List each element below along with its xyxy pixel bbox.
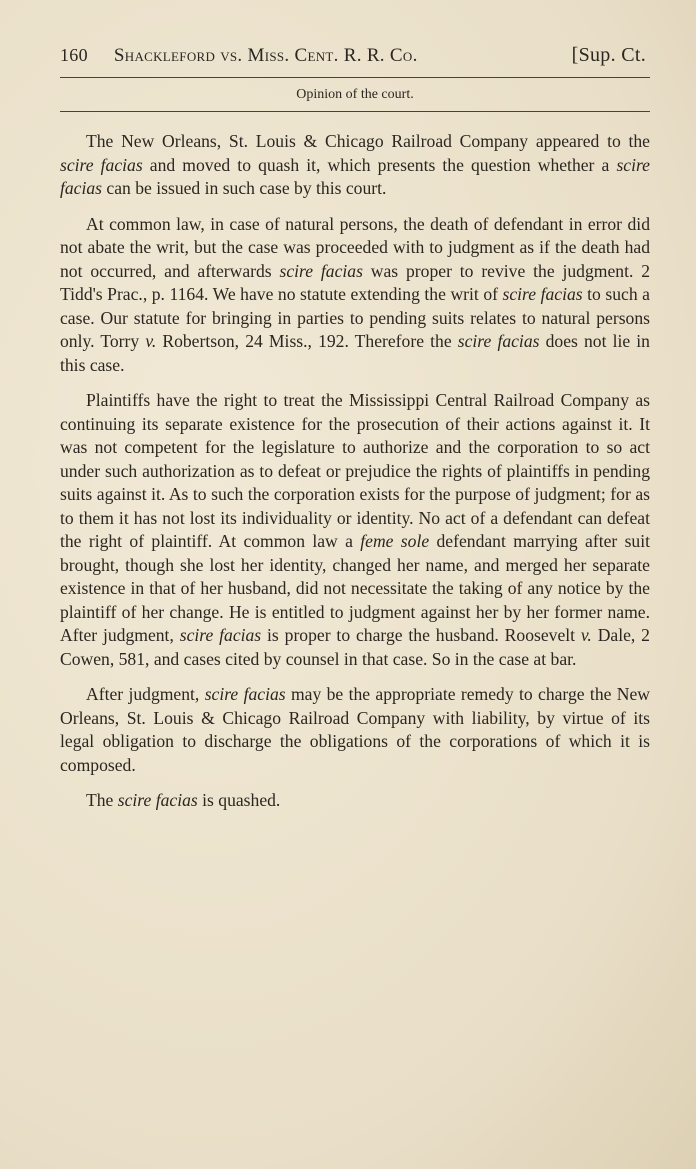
italic-run: scire facias: [457, 331, 540, 351]
paragraph: [60, 213, 650, 378]
italic-run: scire facias: [60, 154, 143, 175]
italic-run: scire facias: [117, 790, 198, 810]
text-run: and moved to quash it, which presents the question whether a: [142, 154, 617, 175]
subheading-rule: [60, 111, 650, 112]
court-label: [Sup. Ct.: [571, 44, 646, 66]
section-subheading: Opinion of the court.: [296, 87, 414, 102]
italic-run: v.: [580, 625, 592, 645]
italic-run: scire facias: [204, 684, 286, 704]
italic-run: scire facias: [60, 154, 650, 198]
text-run: The: [86, 790, 118, 810]
text-run: Dale, 2 Cowen, 581, and cases cited by counsel in that case. So in the case at bar.: [60, 625, 650, 669]
text-run: was proper to revive the judgment. 2 Tidd's Prac., p. 1164. We have no statute extending the writ of: [60, 260, 651, 304]
case-title: Shackleford vs. Miss. Cent. R. R. Co.: [113, 45, 418, 66]
text-run: The New Orleans, St. Louis & Chicago Railroad Company appeared to the: [86, 131, 650, 151]
italic-run: v.: [145, 331, 157, 351]
text-run: Plaintiffs have the right to treat the Mississippi Central Railroad Company as continuing its separate existence for the prosecution of their actions against it. It was not competent for the legislature to authorize and the corporation to so act under such authorization as to defeat or prejudice the rights of plaintiffs in pending suits against it. As to such the corporation exists for the purpose of judgment; for as to them it has not lost its individuality or identity. No act of a defendant can defeat the right of plaintiff. At common law a: [60, 390, 650, 551]
text-run: may be the appropriate remedy to charge the New Orleans, St. Louis & Chicago Railroad Company with liability, by virtue of its legal obligation to discharge the obligations of the corporations of which it is composed.: [60, 684, 650, 775]
paragraph: [60, 389, 650, 671]
opinion-text: [60, 130, 650, 813]
text-run: is quashed.: [197, 790, 281, 810]
italic-run: feme sole: [360, 531, 430, 551]
text-run: At common law, in case of natural persons, the death of defendant in error did not abate the writ, but the case was proceeded with to judgment as if the death had not occurred, and afterwards: [60, 213, 650, 281]
italic-run: scire facias: [502, 284, 583, 304]
header-rule: [60, 77, 650, 78]
text-run: can be issued in such case by this court.: [102, 178, 387, 198]
paragraph: [60, 789, 650, 813]
text-run: is proper to charge the husband. Roosevelt: [261, 625, 581, 645]
text-run: Robertson, 24 Miss., 192. Therefore the: [156, 331, 458, 351]
page-number: 160: [60, 45, 88, 65]
text-run: to such a case. Our statute for bringing in parties to pending suits relates to natural persons only. Torry: [60, 284, 650, 351]
paragraph: [60, 683, 650, 777]
italic-run: scire facias: [279, 260, 363, 281]
text-run: does not lie in this case.: [60, 331, 650, 375]
running-head: [60, 44, 650, 67]
text-run: defendant marrying after suit brought, though she lost her identity, changed her name, and merged her separate existence in that of her husband, did not necessitate the taking of any notice by the plaintiff of her change. He is entitled to judgment against her by her former name. After judgment,: [60, 531, 651, 645]
italic-run: scire facias: [179, 625, 262, 645]
text-run: After judgment,: [86, 684, 205, 704]
paragraph: [60, 130, 650, 201]
